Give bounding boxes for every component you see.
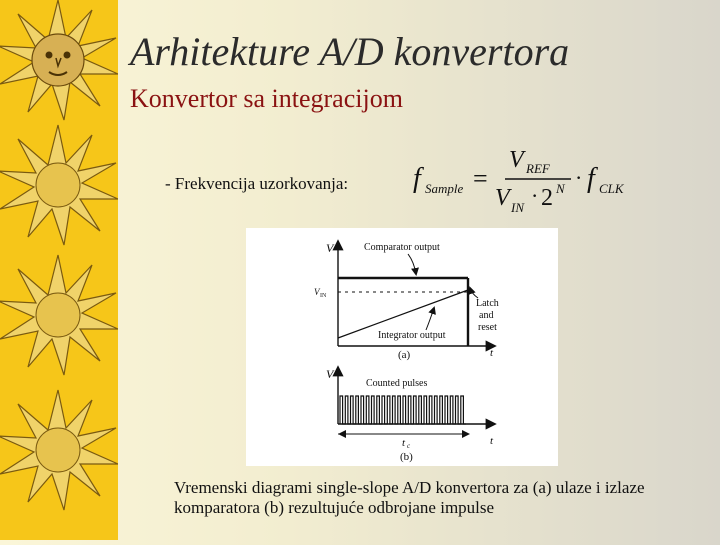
formula-num-v: V — [509, 147, 524, 173]
bullet-sampling-frequency: - Frekvencija uzorkovanja: — [165, 174, 349, 193]
formula-den-two: 2 — [541, 185, 553, 211]
sun-face-icon — [0, 0, 118, 120]
slide-title: Arhitekture A/D konvertora — [130, 29, 570, 74]
panel-b-y-label: V — [326, 367, 334, 381]
formula-num-sub: REF — [526, 161, 550, 176]
sidebar-ornaments — [0, 0, 118, 540]
formula-equals: = — [473, 164, 488, 193]
pulse-train — [340, 396, 466, 424]
panel-b — [326, 367, 494, 463]
panel-a — [314, 241, 499, 361]
comparator-pointer — [408, 254, 416, 274]
tc-label: t — [402, 437, 406, 449]
panel-b-x-label: t — [490, 435, 494, 447]
decorative-sidebar — [0, 0, 118, 540]
latch-label-line2: and — [479, 310, 494, 321]
formula-den-sub: IN — [511, 200, 524, 215]
integrator-pointer — [426, 308, 434, 330]
timing-diagram-figure — [246, 228, 558, 466]
panel-a-vin-sub: IN — [320, 293, 327, 299]
sun-icon — [0, 390, 118, 510]
panel-a-caption: (a) — [398, 349, 411, 361]
formula-rhs-f: f — [587, 163, 595, 194]
figure-caption: Vremenski diagrami single-slope A/D konvertora za (a) ulaze i izlaze komparatora (b) rezultujuće odbrojane impulse — [174, 478, 645, 517]
panel-a-y-label: V — [326, 241, 334, 255]
sun-icon — [0, 255, 118, 375]
formula-lhs-sub: Sample — [425, 181, 464, 196]
formula-den-dot: · — [531, 183, 539, 208]
counted-pulses-label: Counted pulses — [366, 378, 428, 389]
slide-subtitle: Konvertor sa integracijom — [130, 84, 403, 113]
formula-lhs-f: f — [413, 163, 421, 194]
comparator-output-label: Comparator output — [364, 242, 440, 253]
panel-a-vin-label: V — [314, 287, 320, 297]
latch-label-line3: reset — [478, 322, 497, 333]
sampling-frequency-formula — [405, 143, 630, 215]
sun-icon — [0, 125, 118, 245]
latch-label-line1: Latch — [476, 298, 499, 309]
panel-a-x-label: t — [490, 347, 494, 359]
integrator-output-label: Integrator output — [378, 330, 446, 341]
formula-den-v: V — [495, 185, 510, 211]
latch-pointer — [470, 288, 478, 298]
formula-den-exp: N — [556, 181, 565, 196]
formula-mult-dot: · — [575, 165, 583, 190]
timing-diagram — [246, 228, 558, 466]
formula-rhs-sub: CLK — [599, 181, 624, 196]
panel-b-caption: (b) — [400, 451, 413, 463]
tc-sub: c — [407, 442, 411, 450]
